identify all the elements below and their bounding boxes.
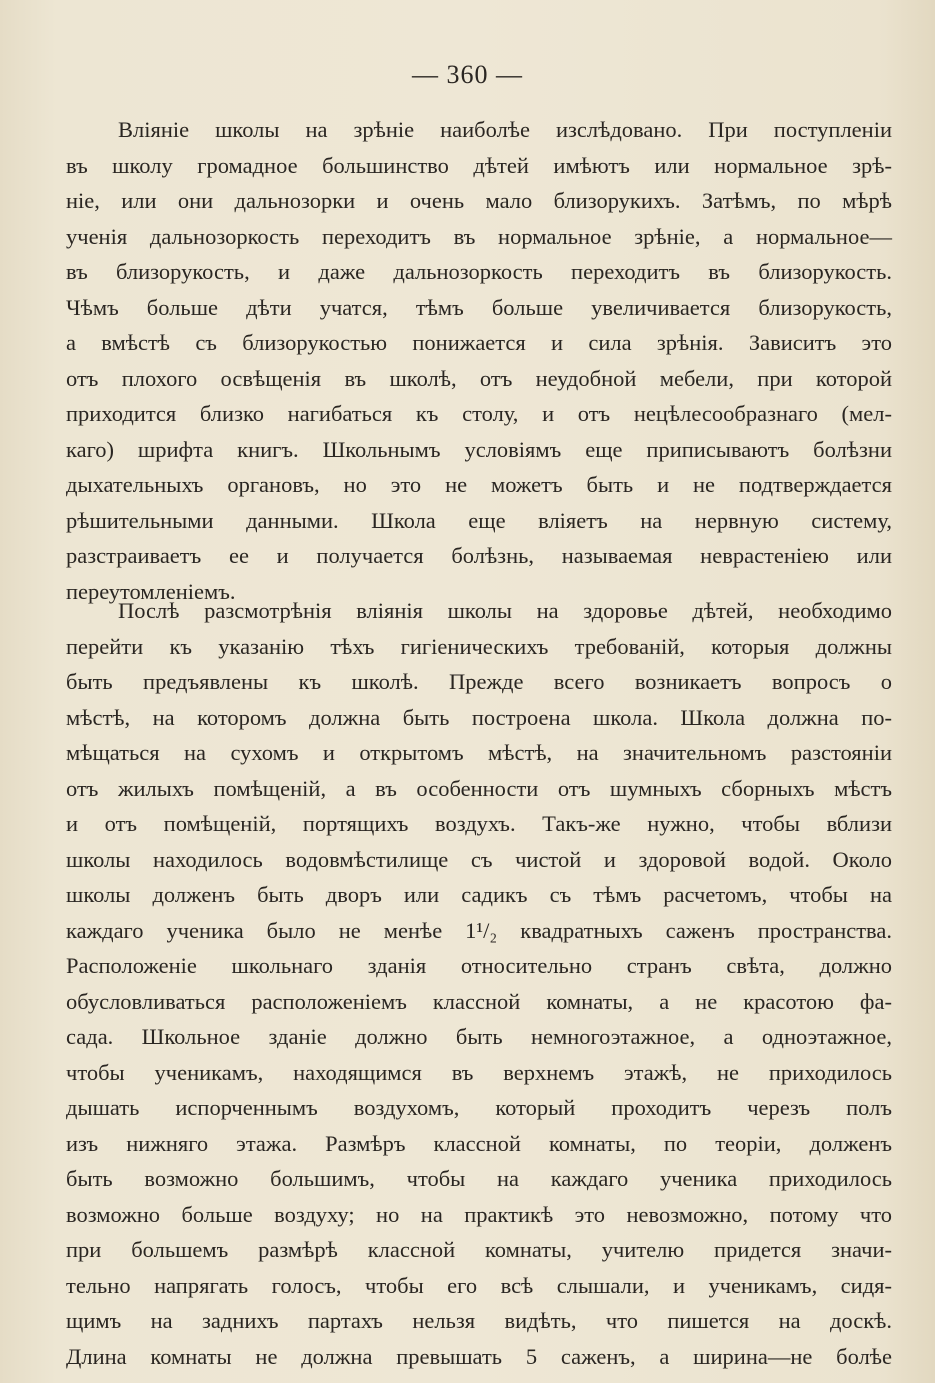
- text-line: разстраиваетъ ее и получается болѣзнь, называемая неврастеніею или: [66, 543, 892, 568]
- text-line: каждаго ученика было не менѣе 1¹/₂ квадратныхъ саженъ пространства.: [66, 917, 892, 943]
- text-line: школы находилось водовмѣстилище съ чистой и здоровой водой. Около: [66, 846, 892, 872]
- text-line: въ школу громадное большинство дѣтей имѣютъ или нормальное зрѣ-: [66, 152, 892, 178]
- text-line: школы долженъ быть дворъ или садикъ съ тѣмъ расчетомъ, чтобы на: [66, 882, 892, 907]
- text-line: сада. Школьное зданіе должно быть немногоэтажное, а одноэтажное,: [66, 1024, 892, 1049]
- text-line: Чѣмъ больше дѣти учатся, тѣмъ больше увеличивается близорукость,: [66, 294, 892, 320]
- text-line: а вмѣстѣ съ близорукостью понижается и сила зрѣнія. Зависитъ это: [66, 330, 892, 355]
- text-line: переутомленіемъ.: [66, 578, 236, 604]
- text-line: дышать испорченнымъ воздухомъ, который проходитъ черезъ полъ: [66, 1095, 892, 1120]
- text-line: возможно больше воздуху; но на практикѣ это невозможно, потому что: [66, 1201, 892, 1227]
- paragraph-2: [66, 593, 892, 1374]
- text-line: при большемъ размѣрѣ классной комнаты, учителю придется значи-: [66, 1237, 892, 1262]
- text-line: тельно напрягать голосъ, чтобы его всѣ слышали, и ученикамъ, сидя-: [66, 1272, 892, 1298]
- text-line: быть предъявлены къ школѣ. Прежде всего возникаетъ вопросъ о: [66, 669, 892, 694]
- text-line: чтобы ученикамъ, находящимся въ верхнемъ этажѣ, не приходилось: [66, 1059, 892, 1085]
- text-line: дыхательныхъ органовъ, но это не можетъ быть и не подтверждается: [66, 472, 892, 497]
- text-line: и отъ помѣщеній, портящихъ воздухъ. Такъ-же нужно, чтобы вблизи: [66, 811, 892, 836]
- text-line: Послѣ разсмотрѣнія вліянія школы на здоровье дѣтей, необходимо: [118, 598, 892, 623]
- page-number: — 360 —: [412, 60, 523, 89]
- text-line: ученія дальнозоркость переходитъ въ нормальное зрѣніе, а нормальное—: [66, 223, 892, 249]
- text-line: въ близорукость, и даже дальнозоркость переходитъ въ близорукость.: [66, 259, 892, 284]
- text-line: Длина комнаты не должна превышать 5 саженъ, а ширина—не болѣе: [66, 1343, 892, 1369]
- text-line: приходится близко нагибаться къ столу, и отъ нецѣлесообразнаго (мел-: [66, 401, 892, 426]
- text-line: мѣстѣ, на которомъ должна быть построена школа. Школа должна по-: [66, 704, 892, 730]
- text-line: перейти къ указанію тѣхъ гигіеническихъ требованій, которыя должны: [66, 633, 892, 659]
- text-line: щимъ на заднихъ партахъ нельзя видѣть, что пишется на доскѣ.: [66, 1308, 892, 1333]
- text-line: изъ нижняго этажа. Размѣръ классной комнаты, по теоріи, долженъ: [66, 1130, 892, 1156]
- text-line: мѣщаться на сухомъ и открытомъ мѣстѣ, на значительномъ разстояніи: [66, 740, 892, 765]
- text-line: Расположеніе школьнаго зданія относительно странъ свѣта, должно: [66, 953, 892, 978]
- text-line: Вліяніе школы на зрѣніе наиболѣе изслѣдовано. При поступленіи: [118, 117, 892, 142]
- text-line: быть возможно большимъ, чтобы на каждаго ученика приходилось: [66, 1166, 892, 1191]
- text-line: рѣшительными данными. Школа еще вліяетъ на нервную систему,: [66, 507, 892, 533]
- text-line: обусловливаться расположеніемъ классной комнаты, а не красотою фа-: [66, 988, 892, 1014]
- text-line: отъ плохого освѣщенія въ школѣ, отъ неудобной мебели, при которой: [66, 365, 892, 391]
- text-line: ніе, или они дальнозорки и очень мало близорукихъ. Затѣмъ, по мѣрѣ: [66, 188, 892, 213]
- text-line: отъ жилыхъ помѣщеній, а въ особенности отъ шумныхъ сборныхъ мѣстъ: [66, 775, 892, 801]
- paragraph-1: [66, 112, 892, 609]
- text-line: каго) шрифта книгъ. Школьнымъ условіямъ еще приписываютъ болѣзни: [66, 436, 892, 462]
